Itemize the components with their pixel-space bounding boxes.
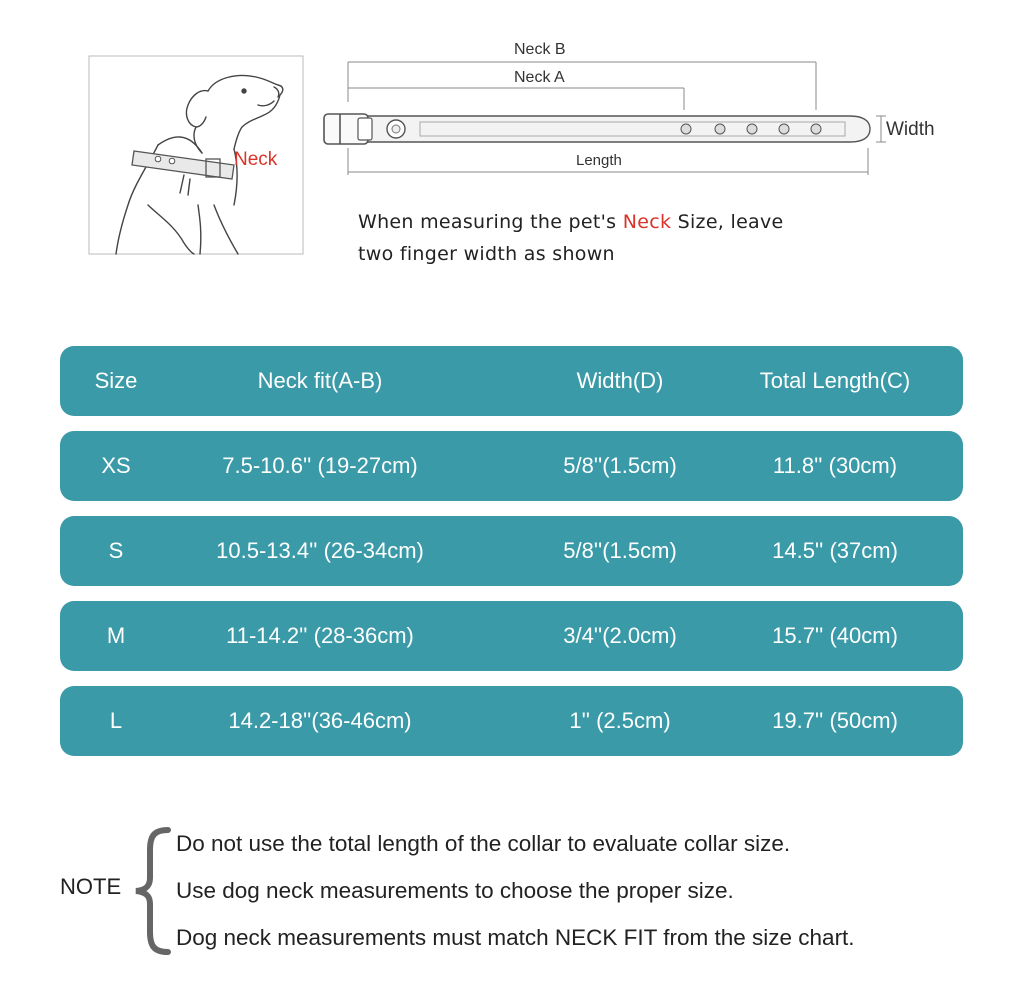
table-row xyxy=(60,601,963,671)
instruction-line-1 xyxy=(358,206,918,238)
neck-a-label: Neck A xyxy=(514,69,565,86)
note-line: Dog neck measurements must match NECK FIT from the size chart. xyxy=(176,925,855,950)
cell-neck-fit: 11-14.2'' (28-36cm) xyxy=(226,623,414,648)
table-header-row xyxy=(60,346,963,416)
cell-neck-fit: 14.2-18''(36-46cm) xyxy=(228,708,412,733)
instruction-highlight: Neck xyxy=(622,211,672,233)
width-label: Width xyxy=(886,119,935,140)
instruction-line-2: two finger width as shown xyxy=(358,243,615,265)
left-brace-icon xyxy=(128,826,174,956)
instruction-text: Size, leave xyxy=(671,211,784,233)
cell-size: M xyxy=(106,623,126,648)
header-neck-fit: Neck fit(A-B) xyxy=(257,368,383,393)
note-label: NOTE xyxy=(60,874,122,899)
cell-width: 3/4''(2.0cm) xyxy=(563,623,677,648)
cell-neck-fit: 7.5-10.6'' (19-27cm) xyxy=(222,453,418,478)
neck-label: Neck xyxy=(234,149,278,170)
length-label: Length xyxy=(576,152,622,169)
header-size: Size xyxy=(94,368,138,393)
dog-neck-illustration xyxy=(88,55,304,255)
note-list xyxy=(176,826,1006,967)
cell-neck-fit: 10.5-13.4'' (26-34cm) xyxy=(216,538,424,563)
cell-size: XS xyxy=(101,453,131,478)
cell-total-length: 11.8'' (30cm) xyxy=(772,453,898,478)
table-row xyxy=(60,516,963,586)
table-row xyxy=(60,431,963,501)
note-line: Do not use the total length of the collar to evaluate collar size. xyxy=(176,831,791,856)
cell-size: L xyxy=(109,708,123,733)
header-width: Width(D) xyxy=(576,368,664,393)
size-chart-table xyxy=(60,346,963,771)
collar-measurement-diagram xyxy=(310,30,970,190)
cell-size: S xyxy=(108,538,124,563)
cell-total-length: 15.7'' (40cm) xyxy=(772,623,898,648)
cell-width: 5/8''(1.5cm) xyxy=(563,538,677,563)
note-line: Use dog neck measurements to choose the proper size. xyxy=(176,878,734,903)
neck-b-label: Neck B xyxy=(514,41,566,58)
collar-strap xyxy=(324,114,870,144)
measuring-instruction xyxy=(358,206,918,270)
cell-total-length: 19.7'' (50cm) xyxy=(772,708,898,733)
table-row xyxy=(60,686,963,756)
dog-collar xyxy=(132,151,234,179)
instruction-text: When measuring the pet's xyxy=(358,211,623,233)
cell-total-length: 14.5'' (37cm) xyxy=(772,538,898,563)
cell-width: 5/8''(1.5cm) xyxy=(563,453,677,478)
cell-width: 1'' (2.5cm) xyxy=(569,708,671,733)
header-total-length: Total Length(C) xyxy=(759,368,911,393)
